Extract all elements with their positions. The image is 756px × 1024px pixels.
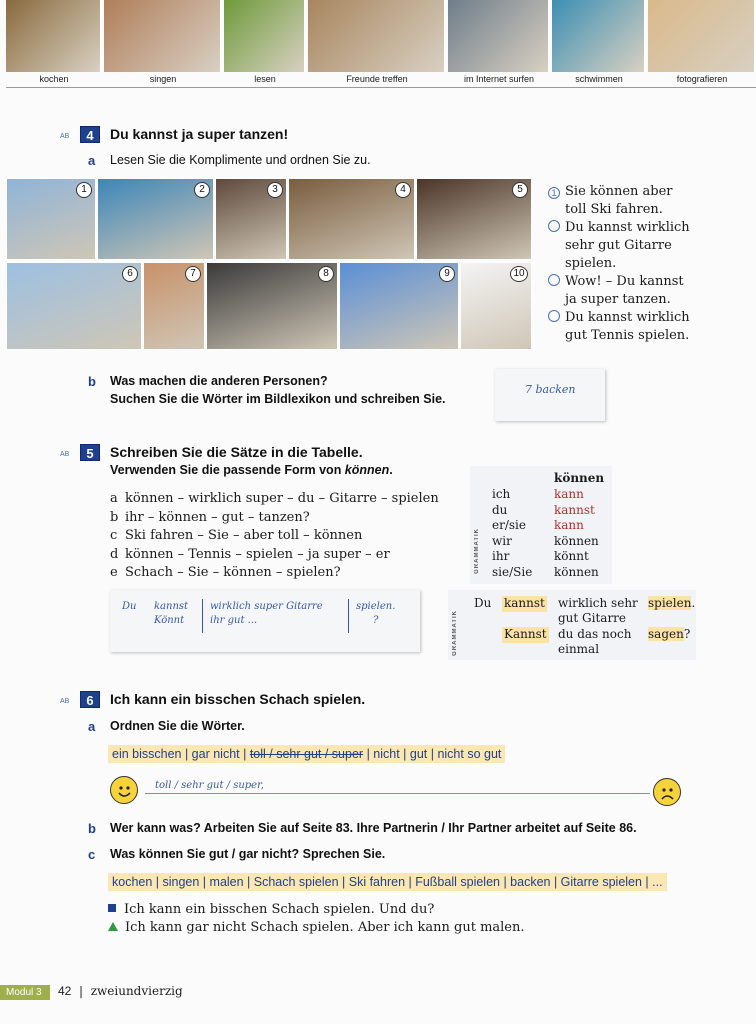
conj-form: kannst xyxy=(554,502,595,517)
sentence-text: können – wirklich super – du – Gitarre – spielen xyxy=(125,491,439,506)
scale-answer: toll / sehr gut / super, xyxy=(155,780,264,791)
answer-circle-icon: 1 xyxy=(548,187,560,199)
sentence-line xyxy=(110,564,341,582)
conj-header: können xyxy=(554,471,605,485)
word-bank-6a-struck: toll / sehr gut / super xyxy=(249,747,364,761)
note5-c2-r1: kannst xyxy=(154,601,189,612)
exercise-5-subtitle xyxy=(110,463,393,477)
answer-note-4b-text: 7 backen xyxy=(525,383,576,396)
task-6c-text: Was können Sie gut / gar nicht? Sprechen Sie. xyxy=(110,847,386,861)
photo-4 xyxy=(288,178,415,260)
photo-8 xyxy=(206,262,338,350)
option-text: spielen. xyxy=(565,256,617,271)
note5-c4-r1: spielen. xyxy=(356,601,396,612)
conj-pronoun: er/sie xyxy=(492,518,526,532)
task-6a-letter: a xyxy=(88,719,96,734)
syntax-r1-c4 xyxy=(648,596,695,612)
option-text: gut Tennis spielen. xyxy=(565,328,690,343)
strip-photo xyxy=(648,0,756,72)
option-line xyxy=(548,327,690,345)
photo-number: 10 xyxy=(510,266,528,282)
option-text: Sie können aber xyxy=(565,184,673,199)
sentence-letter: d xyxy=(110,546,119,562)
dialog-line-1 xyxy=(108,901,434,919)
syntax-r1-end: . xyxy=(691,596,696,610)
photo-5 xyxy=(416,178,532,260)
answer-note-5 xyxy=(110,590,420,652)
option-line xyxy=(548,255,690,273)
sentence-text: Ski fahren – Sie – aber toll – können xyxy=(125,528,363,543)
syntax-r2-end: ? xyxy=(683,627,691,641)
option-line xyxy=(548,219,690,237)
compliment-option xyxy=(548,309,690,345)
option-text: Du kannst wirklich xyxy=(565,310,690,325)
word-bank-6a-post: | nicht | gut | nicht so gut xyxy=(363,747,502,761)
word-bank-6c: kochen | singen | malen | Schach spielen | Ski fahren | Fußball spielen | backen | Gitarre spielen | ... xyxy=(108,873,667,891)
syntax-r2-verb: sagen xyxy=(648,627,684,641)
word-bank-6a-pre: ein bisschen | gar nicht | xyxy=(112,747,250,761)
syntax-r1-verb: spielen xyxy=(648,596,692,610)
option-line xyxy=(548,237,690,255)
dialog-line-1-text: Ich kann ein bisschen Schach spielen. Und du? xyxy=(124,902,435,917)
sentence-letter: b xyxy=(110,509,119,525)
option-text: toll Ski fahren. xyxy=(565,202,663,217)
task-4a-text: Lesen Sie die Komplimente und ordnen Sie zu. xyxy=(110,153,371,167)
photo-9 xyxy=(339,262,459,350)
sentence-letter: c xyxy=(110,528,118,543)
option-line xyxy=(548,273,684,291)
dialog-line-2-text: Ich kann gar nicht Schach spielen. Aber ich kann gut malen. xyxy=(125,920,525,935)
page-number: 42 xyxy=(58,984,72,998)
sentence-text: Schach – Sie – können – spielen? xyxy=(125,565,341,580)
photo-number: 7 xyxy=(185,266,201,282)
strip-photo xyxy=(552,0,646,72)
compliment-option xyxy=(548,273,684,309)
conj-pronoun: ich xyxy=(492,487,511,501)
note5-col2 xyxy=(154,600,188,628)
note5-divider-2 xyxy=(348,599,349,633)
strip-label: im Internet surfen xyxy=(463,74,535,84)
subtitle-em: können xyxy=(344,463,390,477)
conj-form: könnt xyxy=(554,549,589,563)
task-4b-line2: Suchen Sie die Wörter im Bildlexikon und schreiben Sie. xyxy=(110,392,446,406)
option-text: sehr gut Gitarre xyxy=(565,238,672,253)
strip-photo xyxy=(224,0,306,72)
conj-pronoun: wir xyxy=(492,533,512,548)
note5-col1 xyxy=(122,600,136,614)
page-footer xyxy=(58,984,183,998)
note5-c3-r2: ihr gut ... xyxy=(210,615,258,626)
photo-number: 9 xyxy=(439,266,455,282)
ab-marker-5: AB xyxy=(60,451,70,458)
syntax-r1-c1: Du xyxy=(474,596,492,610)
exercise-number-5: 5 xyxy=(80,444,100,461)
conj-form: können xyxy=(554,564,599,579)
grammar-tag-2: GRAMMATIK xyxy=(452,610,458,656)
page-number-word: zweiundvierzig xyxy=(90,984,183,998)
grammar-conjugation-box xyxy=(470,466,612,584)
syntax-r2-c2: Kannst xyxy=(504,627,547,641)
sentence-line xyxy=(110,527,362,545)
syntax-r2-c3b: einmal xyxy=(558,642,600,656)
strip-photo xyxy=(448,0,550,72)
strip-photo xyxy=(6,0,102,72)
syntax-r2-c3a: du das noch xyxy=(558,627,632,641)
exercise-4-title: Du kannst ja super tanzen! xyxy=(110,126,289,142)
note5-col3 xyxy=(210,600,323,628)
option-text: ja super tanzen. xyxy=(565,292,671,307)
top-picture-strip xyxy=(6,0,756,88)
note5-divider-1 xyxy=(202,599,203,633)
strip-label: singen xyxy=(149,74,177,84)
option-text: Wow! – Du kannst xyxy=(565,274,684,289)
square-bullet-icon xyxy=(108,904,116,912)
dialog-line-2 xyxy=(108,919,525,937)
exercise-number-4: 4 xyxy=(80,126,100,143)
module-tab: Modul 3 xyxy=(0,985,50,1000)
syntax-r1-c3b: gut Gitarre xyxy=(558,611,627,625)
conj-pronoun: sie/Sie xyxy=(492,564,533,579)
grammar-tag-1: GRAMMATIK xyxy=(474,528,480,574)
photo-3 xyxy=(215,178,287,260)
subtitle-post: . xyxy=(389,463,393,477)
task-6b-text: Wer kann was? Arbeiten Sie auf Seite 83. Ihre Partnerin / Ihr Partner arbeitet auf Seite 86. xyxy=(110,821,637,835)
syntax-r1-c2: kannst xyxy=(504,596,545,610)
conj-pronoun: ihr xyxy=(492,549,510,563)
option-line xyxy=(548,201,673,219)
task-4a-letter: a xyxy=(88,153,96,168)
strip-label: kochen xyxy=(39,74,69,84)
grammar-syntax-box xyxy=(448,590,696,660)
answer-circle-icon xyxy=(548,310,560,322)
photo-number: 1 xyxy=(76,182,92,198)
photo-2 xyxy=(97,178,214,260)
note5-c1-r1: Du xyxy=(122,601,137,612)
happy-face-icon xyxy=(110,776,138,804)
option-line xyxy=(548,183,673,201)
answer-note-4b xyxy=(495,369,605,421)
exercise-6-title: Ich kann ein bisschen Schach spielen. xyxy=(110,691,366,707)
conj-form: kann xyxy=(554,487,584,501)
word-bank-6a xyxy=(108,745,505,763)
scale-line xyxy=(145,793,650,794)
photo-number: 3 xyxy=(267,182,283,198)
ab-marker-6: AB xyxy=(60,698,70,705)
conj-pronoun: du xyxy=(492,502,508,517)
syntax-r1-c3a: wirklich sehr xyxy=(558,596,638,610)
strip-divider xyxy=(6,87,756,88)
sentence-line xyxy=(110,546,390,564)
photo-6 xyxy=(6,262,142,350)
sentence-letter: e xyxy=(110,565,118,580)
answer-circle-icon xyxy=(548,274,560,286)
sad-face-icon xyxy=(653,778,681,806)
ab-marker-4: AB xyxy=(60,133,70,140)
option-text: Du kannst wirklich xyxy=(565,220,690,235)
sentence-text: ihr – können – gut – tanzen? xyxy=(125,509,310,525)
option-line xyxy=(548,291,684,309)
photo-number: 2 xyxy=(194,182,210,198)
exercise-number-6: 6 xyxy=(80,691,100,708)
photo-number: 8 xyxy=(318,266,334,282)
strip-photo xyxy=(308,0,446,72)
note5-c3-r1: wirklich super Gitarre xyxy=(210,601,323,612)
photo-number: 6 xyxy=(122,266,138,282)
strip-label: lesen xyxy=(254,74,276,84)
compliment-option xyxy=(548,219,690,273)
answer-circle-icon xyxy=(548,220,560,232)
sentence-line xyxy=(110,490,439,508)
strip-label: schwimmen xyxy=(575,74,623,84)
note5-col4 xyxy=(356,600,395,628)
sentence-text: können – Tennis – spielen – ja super – er xyxy=(125,546,390,562)
strip-label: Freunde treffen xyxy=(346,74,408,84)
task-4b-line1: Was machen die anderen Personen? xyxy=(110,374,328,388)
conj-form: können xyxy=(554,533,599,548)
conj-form: kann xyxy=(554,518,584,532)
photo-number: 4 xyxy=(395,182,411,198)
strip-photo xyxy=(104,0,222,72)
compliment-option xyxy=(548,183,673,219)
photo-1 xyxy=(6,178,96,260)
task-6b-letter: b xyxy=(88,821,96,836)
task-6a-text: Ordnen Sie die Wörter. xyxy=(110,719,245,733)
photo-number: 5 xyxy=(512,182,528,198)
strip-label: fotografieren xyxy=(676,74,728,84)
option-line xyxy=(548,309,690,327)
photo-10 xyxy=(460,262,532,350)
syntax-r2-c4 xyxy=(648,627,690,643)
photo-7 xyxy=(143,262,205,350)
note5-c1-r2: Könnt xyxy=(154,615,185,626)
note5-c4-r2: ? xyxy=(373,615,379,626)
sentence-line xyxy=(110,509,310,527)
triangle-bullet-icon xyxy=(108,922,118,931)
sentence-letter: a xyxy=(110,491,118,506)
subtitle-pre: Verwenden Sie die passende Form von xyxy=(110,463,345,477)
task-4b-letter: b xyxy=(88,374,96,389)
task-6c-letter: c xyxy=(88,847,96,862)
exercise-5-title: Schreiben Sie die Sätze in die Tabelle. xyxy=(110,444,363,460)
footer-separator: | xyxy=(79,984,84,998)
